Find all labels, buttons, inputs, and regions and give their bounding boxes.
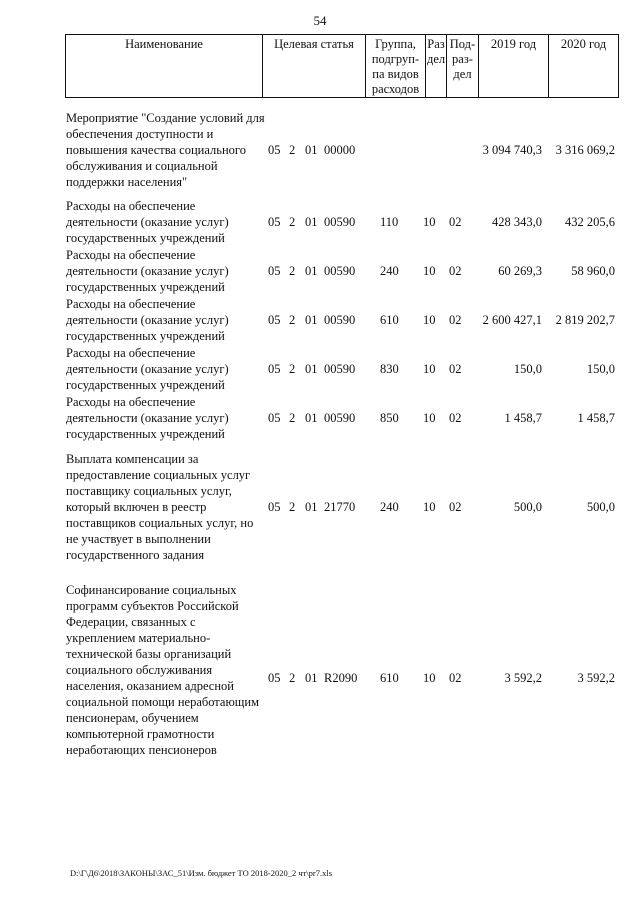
amount-2019: 150,0 <box>513 362 542 376</box>
subsection-code: 02 <box>449 264 462 278</box>
subsection-code: 02 <box>449 671 462 685</box>
table-header <box>65 34 619 98</box>
target-code-program: 05 <box>268 411 281 425</box>
row-name: Расходы на обеспечение деятельности (оказание услуг) государственных учреждений <box>66 395 229 441</box>
expense-group: 610 <box>380 313 399 327</box>
header-podrazdel: Под- раз- дел <box>447 35 479 98</box>
amount-2019: 2 600 427,1 <box>482 313 542 327</box>
amount-2020: 150,0 <box>586 362 615 376</box>
table-row <box>0 394 640 442</box>
section-code: 10 <box>423 264 436 278</box>
expense-group: 610 <box>380 671 399 685</box>
table-row <box>0 345 640 393</box>
expense-group: 240 <box>380 264 399 278</box>
header-group: Группа, подгруп- па видов расходов <box>366 35 426 98</box>
target-code-direction: R2090 <box>324 671 358 685</box>
target-code-direction: 00590 <box>324 362 356 376</box>
row-name: Софинансирование социальных программ субъектов Российской Федерации, связанных с укреплением материально-технической базы организаций социального обслуживания населения, оказанием адресной социальной помощи неработающим пенсионерам, обучением компьютерной грамотности неработающих пенсионеров <box>66 583 260 757</box>
section-code: 10 <box>423 500 436 514</box>
target-code-direction: 00000 <box>324 143 356 157</box>
target-code-subprogram: 2 <box>289 313 296 327</box>
target-code-subprogram: 2 <box>289 264 296 278</box>
amount-2020: 2 819 202,7 <box>555 313 615 327</box>
table-row <box>0 451 640 563</box>
table-row <box>0 110 640 190</box>
amount-2019: 428 343,0 <box>492 215 542 229</box>
row-name: Расходы на обеспечение деятельности (оказание услуг) государственных учреждений <box>66 248 229 294</box>
subsection-code: 02 <box>449 500 462 514</box>
amount-2020: 432 205,6 <box>565 215 615 229</box>
amount-2020: 1 458,7 <box>577 411 615 425</box>
header-2020: 2020 год <box>549 35 619 98</box>
row-name: Расходы на обеспечение деятельности (оказание услуг) государственных учреждений <box>66 199 229 245</box>
target-code-program: 05 <box>268 143 281 157</box>
subsection-code: 02 <box>449 411 462 425</box>
table-row <box>0 247 640 295</box>
target-code-subprogram: 2 <box>289 215 296 229</box>
amount-2020: 3 592,2 <box>577 671 615 685</box>
target-code-event: 01 <box>305 264 318 278</box>
amount-2019: 3 094 740,3 <box>482 143 542 157</box>
target-code-event: 01 <box>305 362 318 376</box>
target-code-event: 01 <box>305 411 318 425</box>
target-code-direction: 00590 <box>324 264 356 278</box>
target-code-event: 01 <box>305 500 318 514</box>
target-code-program: 05 <box>268 264 281 278</box>
header-razdel: Раз дел <box>426 35 447 98</box>
target-code-program: 05 <box>268 362 281 376</box>
target-code-subprogram: 2 <box>289 411 296 425</box>
amount-2020: 58 960,0 <box>571 264 615 278</box>
target-code-direction: 00590 <box>324 215 356 229</box>
table-row <box>0 296 640 344</box>
amount-2020: 3 316 069,2 <box>555 143 615 157</box>
amount-2019: 3 592,2 <box>504 671 542 685</box>
section-code: 10 <box>423 215 436 229</box>
amount-2019: 60 269,3 <box>498 264 542 278</box>
subsection-code: 02 <box>449 362 462 376</box>
row-name: Мероприятие "Создание условий для обеспечения доступности и повышения качества социального обслуживания и социальной поддержки населения" <box>66 111 265 189</box>
target-code-subprogram: 2 <box>289 500 296 514</box>
section-code: 10 <box>423 411 436 425</box>
target-code-program: 05 <box>268 313 281 327</box>
header-name: Наименование <box>66 35 263 98</box>
amount-2020: 500,0 <box>586 500 615 514</box>
target-code-program: 05 <box>268 215 281 229</box>
file-path: D:\Г\Д6\2018\ЗАКОНЫ\ЗАС_51\Изм. бюджет ТО 2018-2020_2 чт\pr7.xls <box>70 868 333 878</box>
target-code-subprogram: 2 <box>289 362 296 376</box>
header-target: Целевая статья <box>263 35 366 98</box>
amount-2019: 500,0 <box>513 500 542 514</box>
expense-group: 240 <box>380 500 399 514</box>
target-code-event: 01 <box>305 671 318 685</box>
target-code-direction: 21770 <box>324 500 356 514</box>
target-code-program: 05 <box>268 671 281 685</box>
target-code-direction: 00590 <box>324 411 356 425</box>
target-code-event: 01 <box>305 143 318 157</box>
target-code-subprogram: 2 <box>289 143 296 157</box>
expense-group: 850 <box>380 411 399 425</box>
subsection-code: 02 <box>449 215 462 229</box>
row-name: Выплата компенсации за предоставление социальных услуг поставщику социальных услуг, который включен в реестр поставщиков социальных услуг, но не участвует в выполнении государственного задания <box>66 452 254 562</box>
amount-2019: 1 458,7 <box>504 411 542 425</box>
table-row <box>0 198 640 246</box>
expense-group: 110 <box>380 215 399 229</box>
section-code: 10 <box>423 671 436 685</box>
target-code-subprogram: 2 <box>289 671 296 685</box>
section-code: 10 <box>423 313 436 327</box>
subsection-code: 02 <box>449 313 462 327</box>
expense-group: 830 <box>380 362 399 376</box>
row-name: Расходы на обеспечение деятельности (оказание услуг) государственных учреждений <box>66 297 229 343</box>
target-code-program: 05 <box>268 500 281 514</box>
section-code: 10 <box>423 362 436 376</box>
target-code-event: 01 <box>305 215 318 229</box>
target-code-direction: 00590 <box>324 313 356 327</box>
row-name: Расходы на обеспечение деятельности (оказание услуг) государственных учреждений <box>66 346 229 392</box>
header-2019: 2019 год <box>479 35 549 98</box>
table-row <box>0 582 640 774</box>
page-number: 54 <box>313 13 327 28</box>
target-code-event: 01 <box>305 313 318 327</box>
